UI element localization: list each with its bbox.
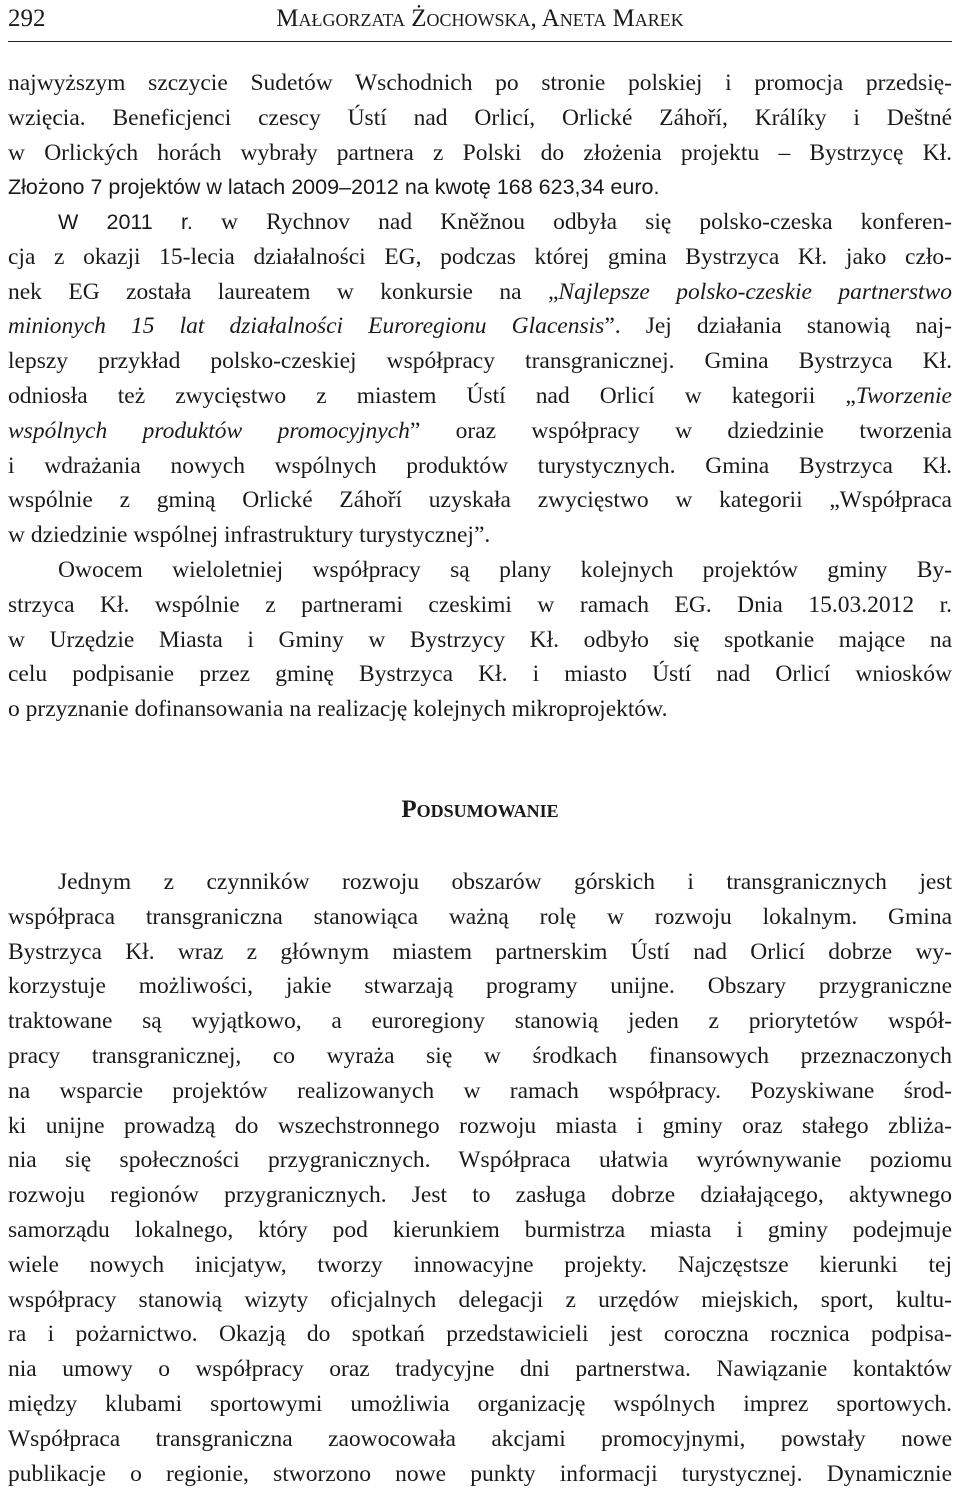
text-line (8, 379, 952, 414)
text-line: Współpraca transgraniczna zaowocowała akcjami promocyjnymi, powstały nowe (8, 1425, 952, 1452)
text-run: ” oraz współpracy w dziedzinie tworzenia (409, 417, 952, 444)
italic-text: Najlepsze polsko-czeskie partnerstwo (558, 278, 952, 305)
text-line: o przyznanie dofinansowania na realizację kolejnych mikroprojektów. (8, 696, 668, 723)
text-line: traktowane są wyjątkowo, a euroregiony stanowią jeden z priorytetów współ- (8, 1008, 952, 1035)
text-line: wiele nowych inicjatyw, tworzy innowacyjne projekty. Najczęstsze kierunki tej (8, 1251, 952, 1278)
text-run: w Rychnov nad Kněžnou odbyła się polsko-czeska konferen- (192, 209, 952, 235)
text-line (8, 309, 952, 344)
italic-text: wspólnych produktów promocyjnych (8, 417, 410, 444)
section-heading: Podsumowanie (401, 796, 559, 823)
text-line: najwyższym szczycie Sudetów Wschodnich po stronie polskiej i promocja przedsię- (8, 70, 952, 96)
text-line: wspólnie z gminą Orlické Záhoří uzyskała zwycięstwo w kategorii „Współpraca (8, 487, 952, 514)
text-line: w Urzędzie Miasta i Gminy w Bystrzycy Kł. odbyło się spotkanie mające na (8, 626, 952, 653)
text-line: między klubami sportowymi umożliwia organizację wspólnych imprez sportowych. (8, 1390, 952, 1417)
text-line: Bystrzyca Kł. wraz z głównym miastem partnerskim Ústí nad Orlicí dobrze wy- (8, 938, 952, 965)
text-line: i wdrażania nowych wspólnych produktów turystycznych. Gmina Bystrzyca Kł. (8, 452, 952, 479)
text-line: ra i pożarnictwo. Okazją do spotkań przedstawicieli jest coroczna rocznica podpisa- (8, 1321, 952, 1348)
italic-text: minionych 15 lat działalności Euroregionu Glacensis (8, 313, 605, 340)
paragraph-4 (8, 865, 952, 1491)
text-line: korzystuje możliwości, jakie stwarzają programy unijne. Obszary przygraniczne (8, 973, 952, 1000)
text-line: Złożono 7 projektów w latach 2009–2012 na kwotę 168 623,34 euro. (8, 175, 660, 200)
text-line (8, 240, 952, 275)
text-line: na wsparcie projektów realizowanych w ramach współpracy. Pozyskiwane środ- (8, 1077, 952, 1104)
text-line: samorządu lokalnego, który pod kierunkiem burmistrza miasta i gminy podejmuje (8, 1216, 952, 1243)
text-run: cja z okazji 15-lecia działalności EG, podczas której gmina Bystrzyca Kł. (8, 243, 828, 270)
page-number: 292 (8, 5, 46, 32)
header-rule (8, 41, 952, 42)
text-run: nek EG została laureatem w konkursie na „ (8, 278, 559, 305)
text-line: strzyca Kł. wspólnie z partnerami czeskimi w ramach EG. Dnia 15.03.2012 r. (8, 591, 952, 618)
running-title: Małgorzata Żochowska, Aneta Marek (276, 5, 684, 32)
text-line: publikacje o regionie, stworzono nowe punkty informacji turystycznej. Dynamicznie (8, 1460, 952, 1487)
text-line: współpracy stanowią wizyty oficjalnych delegacji z urzędów miejskich, sport, kultu- (8, 1286, 952, 1313)
text-line (8, 414, 952, 449)
text-run: odniosła też zwycięstwo z miastem Ústí nad Orlicí w kategorii „ (8, 382, 856, 409)
text-run: ”. Jej działania stanowią naj- (604, 313, 952, 340)
text-line: Owocem wieloletniej współpracy są plany kolejnych projektów gminy By- (58, 557, 952, 583)
text-line: w dziedzinie wspólnej infrastruktury turystycznej”. (8, 522, 491, 549)
paragraph-3 (8, 553, 952, 727)
text-line: Jednym z czynników rozwoju obszarów górskich i transgranicznych jest (58, 869, 952, 895)
text-run: W 2011 r. (58, 210, 193, 234)
text-line: pracy transgranicznej, co wyraża się w środkach finansowych przeznaczonych (8, 1042, 952, 1069)
text-run: jako czło- (827, 243, 952, 270)
paragraph-1 (8, 66, 952, 205)
text-line: celu podpisanie przez gminę Bystrzyca Kł. i miasto Ústí nad Orlicí wniosków (8, 661, 952, 688)
text-line: nia umowy o współpracy oraz tradycyjne dni partnerstwa. Nawiązanie kontaktów (8, 1356, 952, 1383)
text-line (8, 205, 952, 240)
paragraph-2 (8, 205, 952, 553)
text-line: lepszy przykład polsko-czeskiej współpracy transgranicznej. Gmina Bystrzyca Kł. (8, 348, 952, 375)
text-line: ki unijne prowadzą do wszechstronnego rozwoju miasta i gminy oraz stałego zbliża- (8, 1112, 952, 1139)
running-head (8, 2, 952, 40)
text-line (8, 275, 952, 310)
italic-text: Tworzenie (855, 382, 952, 409)
text-line: współpraca transgraniczna stanowiąca ważną rolę w rozwoju lokalnym. Gmina (8, 903, 952, 930)
text-line: w Orlických horách wybrały partnera z Polski do złożenia projektu – Bystrzycę Kł. (8, 139, 952, 166)
text-line: wzięcia. Beneficjenci czescy Ústí nad Orlicí, Orlické Záhoří, Králíky i Deštné (8, 104, 952, 131)
text-line: rozwoju regionów przygranicznych. Jest to zasługa dobrze działającego, aktywnego (8, 1182, 952, 1209)
text-line: nia się społeczności przygranicznych. Współpraca ułatwia wyrównywanie poziomu (8, 1147, 952, 1174)
